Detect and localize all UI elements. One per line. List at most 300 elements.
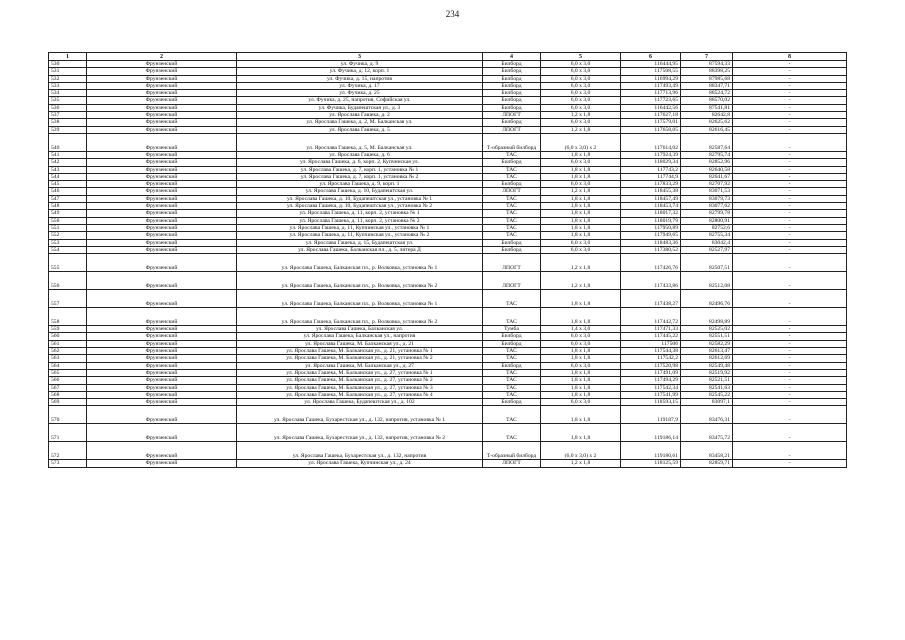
address-cell: ул. Фучика, д. 25, напротив, Софийская ул. xyxy=(237,97,483,104)
column-header: 1 xyxy=(49,53,87,61)
table-row xyxy=(49,217,847,224)
coordinate-x-cell: 117442,72 xyxy=(621,308,681,326)
column-header: 7 xyxy=(681,53,733,61)
construction-type-cell: Билборд xyxy=(483,104,541,111)
coordinate-x-cell: 117713,96 xyxy=(621,90,681,97)
address-cell: ул. Фучика, д. 9 xyxy=(237,61,483,68)
size-cell: 6,0 x 3,0 xyxy=(541,75,621,82)
row-number: 557 xyxy=(49,290,87,308)
district-cell: Фрунзенский xyxy=(87,181,237,188)
row-number: 566 xyxy=(49,377,87,384)
size-cell: 6,0 x 3,0 xyxy=(541,362,621,369)
row-number: 538 xyxy=(49,119,87,126)
address-cell: ул. Фучика, д. 15, напротив xyxy=(237,75,483,82)
address-cell: ул. Ярослава Гашека, д. 7, корп. 1, установка № 1 xyxy=(237,166,483,173)
construction-type-cell: ТАС xyxy=(483,195,541,202)
row-number: 560 xyxy=(49,333,87,340)
construction-type-cell: ТАС xyxy=(483,377,541,384)
note-cell: - xyxy=(733,181,847,188)
table-row xyxy=(49,348,847,355)
address-cell: ул. Ярослава Гашека, Балканская ул., напротив xyxy=(237,333,483,340)
size-cell: (6,0 x 3,0) x 2 xyxy=(541,442,621,460)
size-cell: 1,4 x 3,0 xyxy=(541,326,621,333)
coordinate-x-cell: 117520,98 xyxy=(621,362,681,369)
address-cell: ул. Ярослава Гашека, Бухарестская ул., д. 132, напротив, установка № 2 xyxy=(237,424,483,442)
coordinate-y-cell: 83476,31 xyxy=(681,406,733,424)
coordinate-x-cell: 117471,33 xyxy=(621,326,681,333)
coordinate-y-cell: 82799,78 xyxy=(681,210,733,217)
size-cell: 6,0 x 3,0 xyxy=(541,104,621,111)
construction-type-cell: ТАС xyxy=(483,391,541,398)
table-row xyxy=(49,195,847,202)
table-row xyxy=(49,97,847,104)
district-cell: Фрунзенский xyxy=(87,355,237,362)
column-header: 5 xyxy=(541,53,621,61)
coordinate-y-cell: 82616,45 xyxy=(681,126,733,133)
coordinate-y-cell: 82795,74 xyxy=(681,151,733,158)
district-cell: Фрунзенский xyxy=(87,384,237,391)
district-cell: Фрунзенский xyxy=(87,239,237,246)
row-number: 537 xyxy=(49,112,87,119)
coordinate-x-cell: 118453,74 xyxy=(621,203,681,210)
address-cell: ул. Ярослава Гашека, М. Балканская ул., д. 21, установка № 1 xyxy=(237,348,483,355)
coordinate-y-cell: 83475,72 xyxy=(681,424,733,442)
construction-type-cell: ТАС xyxy=(483,166,541,173)
table-row xyxy=(49,75,847,82)
table-row xyxy=(49,308,847,326)
note-cell: - xyxy=(733,159,847,166)
district-cell: Фрунзенский xyxy=(87,75,237,82)
coordinate-y-cell: 87985,68 xyxy=(681,75,733,82)
district-cell: Фрунзенский xyxy=(87,104,237,111)
construction-type-cell: ЛПОГТ xyxy=(483,460,541,467)
address-cell: ул. Ярослава Гашека, Бухарестская ул., д. 132, напротив, установка № 1 xyxy=(237,406,483,424)
construction-type-cell: Билборд xyxy=(483,239,541,246)
row-number: 531 xyxy=(49,68,87,75)
size-cell: 6,0 x 3,0 xyxy=(541,181,621,188)
size-cell: 1,8 x 1,8 xyxy=(541,203,621,210)
note-cell: - xyxy=(733,340,847,347)
note-cell: - xyxy=(733,377,847,384)
coordinate-y-cell: 83071,53 xyxy=(681,188,733,195)
note-cell: - xyxy=(733,362,847,369)
coordinate-y-cell: 87541,81 xyxy=(681,104,733,111)
coordinate-x-cell: 117949,65 xyxy=(621,232,681,239)
coordinate-x-cell: 116444,95 xyxy=(621,61,681,68)
district-cell: Фрунзенский xyxy=(87,333,237,340)
coordinate-x-cell: 119186,14 xyxy=(621,424,681,442)
row-number: 546 xyxy=(49,188,87,195)
row-number: 573 xyxy=(49,460,87,467)
coordinate-y-cell: 82640,58 xyxy=(681,166,733,173)
table-row xyxy=(49,355,847,362)
construction-type-cell: ТАС xyxy=(483,290,541,308)
address-cell: ул. Ярослава Гашека, Балканская ул. xyxy=(237,326,483,333)
size-cell: 1,8 x 1,8 xyxy=(541,166,621,173)
row-number: 571 xyxy=(49,424,87,442)
note-cell: - xyxy=(733,246,847,253)
table-row xyxy=(49,406,847,424)
row-number: 541 xyxy=(49,151,87,158)
coordinate-y-cell: 83079,73 xyxy=(681,195,733,202)
table-row xyxy=(49,290,847,308)
size-cell: 1,8 x 1,8 xyxy=(541,348,621,355)
coordinate-x-cell: 117743,2 xyxy=(621,166,681,173)
construction-type-cell: Билборд xyxy=(483,68,541,75)
address-cell: ул. Ярослава Гашека, д. 10, Будапештская ул. xyxy=(237,188,483,195)
construction-type-cell: ЛПОГТ xyxy=(483,188,541,195)
address-cell: ул. Ярослава Гашека, д. 6 xyxy=(237,151,483,158)
note-cell: - xyxy=(733,333,847,340)
row-number: 536 xyxy=(49,104,87,111)
coordinate-y-cell: 83097,1 xyxy=(681,399,733,406)
district-cell: Фрунзенский xyxy=(87,326,237,333)
construction-type-cell: ТАС xyxy=(483,384,541,391)
note-cell: - xyxy=(733,272,847,290)
row-number: 532 xyxy=(49,75,87,82)
coordinate-x-cell: 118017,32 xyxy=(621,210,681,217)
row-number: 568 xyxy=(49,391,87,398)
row-number: 559 xyxy=(49,326,87,333)
construction-type-cell: ТАС xyxy=(483,369,541,376)
size-cell: 1,8 x 1,8 xyxy=(541,224,621,231)
table-row xyxy=(49,68,847,75)
note-cell: - xyxy=(733,203,847,210)
row-number: 561 xyxy=(49,340,87,347)
note-cell: - xyxy=(733,112,847,119)
district-cell: Фрунзенский xyxy=(87,369,237,376)
row-number: 553 xyxy=(49,239,87,246)
construction-type-cell: ТАС xyxy=(483,424,541,442)
construction-type-cell: Билборд xyxy=(483,362,541,369)
note-cell: - xyxy=(733,126,847,133)
construction-type-cell: ЛПОГТ xyxy=(483,272,541,290)
size-cell: 1,8 x 1,8 xyxy=(541,173,621,180)
row-number: 539 xyxy=(49,126,87,133)
construction-type-cell: Билборд xyxy=(483,181,541,188)
note-cell: - xyxy=(733,210,847,217)
address-cell: ул. Фучика, д. 17 xyxy=(237,82,483,89)
coordinate-x-cell: 119180,61 xyxy=(621,442,681,460)
column-header: 8 xyxy=(733,53,847,61)
coordinate-y-cell: 82625,62 xyxy=(681,119,733,126)
construction-type-cell: Билборд xyxy=(483,399,541,406)
registry-table xyxy=(48,52,847,468)
table-row xyxy=(49,326,847,333)
row-number: 562 xyxy=(49,348,87,355)
coordinate-y-cell: 88570,02 xyxy=(681,97,733,104)
coordinate-y-cell: 82512,08 xyxy=(681,272,733,290)
district-cell: Фрунзенский xyxy=(87,188,237,195)
table-row xyxy=(49,384,847,391)
size-cell: 1,8 x 1,8 xyxy=(541,369,621,376)
row-number: 567 xyxy=(49,384,87,391)
coordinate-y-cell: 82496,76 xyxy=(681,290,733,308)
table-row xyxy=(49,239,847,246)
size-cell: 1,8 x 1,8 xyxy=(541,391,621,398)
construction-type-cell: ТАС xyxy=(483,173,541,180)
district-cell: Фрунзенский xyxy=(87,377,237,384)
table-row xyxy=(49,377,847,384)
size-cell: 1,8 x 1,8 xyxy=(541,232,621,239)
size-cell: 6,0 x 3,0 xyxy=(541,90,621,97)
coordinate-y-cell: 82641,67 xyxy=(681,173,733,180)
district-cell: Фрунзенский xyxy=(87,159,237,166)
address-cell: ул. Фучика, д. 12, корп. 1 xyxy=(237,68,483,75)
construction-type-cell: Тумба xyxy=(483,326,541,333)
address-cell: ул. Ярослава Гашека, д. 5, М. Балканская ул. xyxy=(237,133,483,151)
coordinate-y-cell: 82612,69 xyxy=(681,355,733,362)
coordinate-y-cell: 82752,6 xyxy=(681,224,733,231)
note-cell: - xyxy=(733,399,847,406)
coordinate-x-cell: 118483,36 xyxy=(621,239,681,246)
coordinate-y-cell: 82582,29 xyxy=(681,340,733,347)
coordinate-x-cell: 117506 xyxy=(621,340,681,347)
size-cell: 6,0 x 3,0 xyxy=(541,399,621,406)
coordinate-y-cell: 88398,25 xyxy=(681,68,733,75)
note-cell: - xyxy=(733,195,847,202)
district-cell: Фрунзенский xyxy=(87,224,237,231)
coordinate-x-cell: 117542,2 xyxy=(621,355,681,362)
table-row xyxy=(49,119,847,126)
coordinate-y-cell: 82755,34 xyxy=(681,232,733,239)
table-row xyxy=(49,369,847,376)
size-cell: 1,2 x 1,8 xyxy=(541,112,621,119)
construction-type-cell: Т-образный билборд xyxy=(483,133,541,151)
district-cell: Фрунзенский xyxy=(87,424,237,442)
row-number: 552 xyxy=(49,232,87,239)
address-cell: ул. Ярослава Гашека, д. 11, корп. 2, установка № 2 xyxy=(237,217,483,224)
coordinate-y-cell: 83042,4 xyxy=(681,239,733,246)
note-cell: - xyxy=(733,460,847,467)
size-cell: 6,0 x 3,0 xyxy=(541,246,621,253)
coordinate-x-cell: 117494,29 xyxy=(621,377,681,384)
construction-type-cell: Билборд xyxy=(483,333,541,340)
row-number: 556 xyxy=(49,272,87,290)
note-cell: - xyxy=(733,166,847,173)
address-cell: ул. Ярослава Гашека, М. Балканская ул., д. 27, установка № 3 xyxy=(237,384,483,391)
address-cell: ул. Ярослава Гашека, М. Балканская ул., д. 21, установка № 2 xyxy=(237,355,483,362)
note-cell: - xyxy=(733,188,847,195)
district-cell: Фрунзенский xyxy=(87,112,237,119)
coordinate-y-cell: 82545,22 xyxy=(681,391,733,398)
construction-type-cell: ТАС xyxy=(483,210,541,217)
coordinate-x-cell: 117579,01 xyxy=(621,119,681,126)
coordinate-y-cell: 82859,71 xyxy=(681,460,733,467)
address-cell: ул. Ярослава Гашека, д. 15, Будапештская ул. xyxy=(237,239,483,246)
note-cell: - xyxy=(733,97,847,104)
table-row xyxy=(49,133,847,151)
coordinate-x-cell: 117491,09 xyxy=(621,369,681,376)
district-cell: Фрунзенский xyxy=(87,90,237,97)
coordinate-y-cell: 83077,62 xyxy=(681,203,733,210)
district-cell: Фрунзенский xyxy=(87,133,237,151)
size-cell: 1,8 x 1,8 xyxy=(541,195,621,202)
table-row xyxy=(49,272,847,290)
coordinate-x-cell: 117627,18 xyxy=(621,112,681,119)
coordinate-y-cell: 82521,51 xyxy=(681,377,733,384)
note-cell: - xyxy=(733,355,847,362)
note-cell: - xyxy=(733,133,847,151)
district-cell: Фрунзенский xyxy=(87,126,237,133)
row-number: 545 xyxy=(49,181,87,188)
district-cell: Фрунзенский xyxy=(87,460,237,467)
district-cell: Фрунзенский xyxy=(87,272,237,290)
address-cell: ул. Ярослава Гашека, Будапештская ул., д. 102 xyxy=(237,399,483,406)
note-cell: - xyxy=(733,290,847,308)
size-cell: 1,2 x 1,8 xyxy=(541,460,621,467)
coordinate-x-cell: 116442,56 xyxy=(621,104,681,111)
construction-type-cell: ТАС xyxy=(483,224,541,231)
coordinate-x-cell: 117380,52 xyxy=(621,246,681,253)
size-cell: 1,8 x 1,8 xyxy=(541,377,621,384)
table-row xyxy=(49,340,847,347)
coordinate-x-cell: 117433,86 xyxy=(621,272,681,290)
size-cell: 6,0 x 3,0 xyxy=(541,340,621,347)
size-cell: 1,8 x 1,8 xyxy=(541,217,621,224)
construction-type-cell: ЛПОГТ xyxy=(483,254,541,272)
table-row xyxy=(49,104,847,111)
district-cell: Фрунзенский xyxy=(87,166,237,173)
coordinate-x-cell: 118019,79 xyxy=(621,217,681,224)
coordinate-y-cell: 82551,51 xyxy=(681,333,733,340)
construction-type-cell: ТАС xyxy=(483,151,541,158)
construction-type-cell: ТАС xyxy=(483,217,541,224)
column-header: 2 xyxy=(87,53,237,61)
coordinate-x-cell: 118455,38 xyxy=(621,188,681,195)
address-cell: ул. Ярослава Гашека, Бухарестская ул., д. 132, напротив xyxy=(237,442,483,460)
address-cell: ул. Ярослава Гашека, д. 11, Купчинская ул., установка № 2 xyxy=(237,232,483,239)
address-cell: ул. Ярослава Гашека, Балканская пл., р. Волковка, установка № 1 xyxy=(237,254,483,272)
district-cell: Фрунзенский xyxy=(87,232,237,239)
coordinate-x-cell: 117542,34 xyxy=(621,384,681,391)
coordinate-x-cell: 118125,59 xyxy=(621,460,681,467)
coordinate-x-cell: 117541,99 xyxy=(621,391,681,398)
coordinate-x-cell: 116994,29 xyxy=(621,75,681,82)
coordinate-y-cell: 82549,48 xyxy=(681,362,733,369)
size-cell: 1,8 x 1,8 xyxy=(541,210,621,217)
coordinate-y-cell: 82707,92 xyxy=(681,181,733,188)
construction-type-cell: ТАС xyxy=(483,232,541,239)
size-cell: 6,0 x 3,0 xyxy=(541,82,621,89)
address-cell: ул. Ярослава Гашека, Балканская пл., д. 5, литера Д xyxy=(237,246,483,253)
row-number: 569 xyxy=(49,399,87,406)
address-cell: ул. Ярослава Гашека, М. Балканская ул., д. 27 xyxy=(237,362,483,369)
table-body xyxy=(49,61,847,468)
table-row xyxy=(49,61,847,68)
row-number: 550 xyxy=(49,217,87,224)
note-cell: - xyxy=(733,308,847,326)
coordinate-x-cell: 117544,38 xyxy=(621,348,681,355)
row-number: 564 xyxy=(49,362,87,369)
address-cell: ул. Ярослава Гашека, Балканская пл., р. Волковка, установка № 2 xyxy=(237,272,483,290)
district-cell: Фрунзенский xyxy=(87,362,237,369)
row-number: 551 xyxy=(49,224,87,231)
construction-type-cell: ТАС xyxy=(483,355,541,362)
row-number: 548 xyxy=(49,203,87,210)
district-cell: Фрунзенский xyxy=(87,210,237,217)
row-number: 558 xyxy=(49,308,87,326)
construction-type-cell: Билборд xyxy=(483,246,541,253)
table-row xyxy=(49,224,847,231)
coordinate-x-cell: 117924,39 xyxy=(621,151,681,158)
table-row xyxy=(49,232,847,239)
address-cell: ул. Ярослава Гашека, д. 11, корп. 2, установка № 1 xyxy=(237,210,483,217)
coordinate-y-cell: 88524,72 xyxy=(681,90,733,97)
construction-type-cell: ЛПОГТ xyxy=(483,126,541,133)
coordinate-y-cell: 82527,97 xyxy=(681,246,733,253)
construction-type-cell: ТАС xyxy=(483,203,541,210)
size-cell: 1,8 x 1,8 xyxy=(541,406,621,424)
note-cell: - xyxy=(733,82,847,89)
district-cell: Фрунзенский xyxy=(87,406,237,424)
table-row xyxy=(49,151,847,158)
note-cell: - xyxy=(733,61,847,68)
construction-type-cell: Билборд xyxy=(483,159,541,166)
row-number: 534 xyxy=(49,90,87,97)
size-cell: 1,8 x 1,8 xyxy=(541,384,621,391)
note-cell: - xyxy=(733,442,847,460)
coordinate-y-cell: 83458,21 xyxy=(681,442,733,460)
note-cell: - xyxy=(733,104,847,111)
row-number: 543 xyxy=(49,166,87,173)
construction-type-cell: Билборд xyxy=(483,340,541,347)
size-cell: 1,2 x 1,8 xyxy=(541,272,621,290)
note-cell: - xyxy=(733,232,847,239)
coordinate-x-cell: 117508,55 xyxy=(621,68,681,75)
coordinate-x-cell: 117744,9 xyxy=(621,173,681,180)
coordinate-x-cell: 117950,89 xyxy=(621,224,681,231)
row-number: 554 xyxy=(49,246,87,253)
size-cell: 6,0 x 3,0 xyxy=(541,61,621,68)
coordinate-x-cell: 119187,9 xyxy=(621,406,681,424)
note-cell: - xyxy=(733,151,847,158)
address-cell: ул. Ярослава Гашека, д. 2 xyxy=(237,112,483,119)
row-number: 542 xyxy=(49,159,87,166)
table-row xyxy=(49,90,847,97)
table-row xyxy=(49,166,847,173)
note-cell: - xyxy=(733,348,847,355)
coordinate-y-cell: 82507,51 xyxy=(681,254,733,272)
table-row xyxy=(49,210,847,217)
note-cell: - xyxy=(733,239,847,246)
coordinate-x-cell: 117445,22 xyxy=(621,333,681,340)
table-row xyxy=(49,159,847,166)
row-number: 540 xyxy=(49,133,87,151)
construction-type-cell: Билборд xyxy=(483,75,541,82)
table-row xyxy=(49,460,847,467)
size-cell: 1,2 x 1,8 xyxy=(541,254,621,272)
table-row xyxy=(49,173,847,180)
page-number: 234 xyxy=(445,9,460,19)
row-number: 547 xyxy=(49,195,87,202)
note-cell: - xyxy=(733,391,847,398)
district-cell: Фрунзенский xyxy=(87,254,237,272)
construction-type-cell: Билборд xyxy=(483,61,541,68)
coordinate-x-cell: 118593,15 xyxy=(621,399,681,406)
address-cell: ул. Ярослава Гашека, д. 9, корп. 1 xyxy=(237,181,483,188)
district-cell: Фрунзенский xyxy=(87,340,237,347)
size-cell: 6,0 x 3,0 xyxy=(541,239,621,246)
district-cell: Фрунзенский xyxy=(87,203,237,210)
coordinate-x-cell: 117614,02 xyxy=(621,133,681,151)
coordinate-y-cell: 82852,96 xyxy=(681,159,733,166)
size-cell: 6,0 x 3,0 xyxy=(541,97,621,104)
address-cell: ул. Ярослава Гашека, Балканская пл., р. Волковка, установка № 1 xyxy=(237,290,483,308)
row-number: 535 xyxy=(49,97,87,104)
district-cell: Фрунзенский xyxy=(87,82,237,89)
size-cell: 6,0 x 3,0 xyxy=(541,159,621,166)
